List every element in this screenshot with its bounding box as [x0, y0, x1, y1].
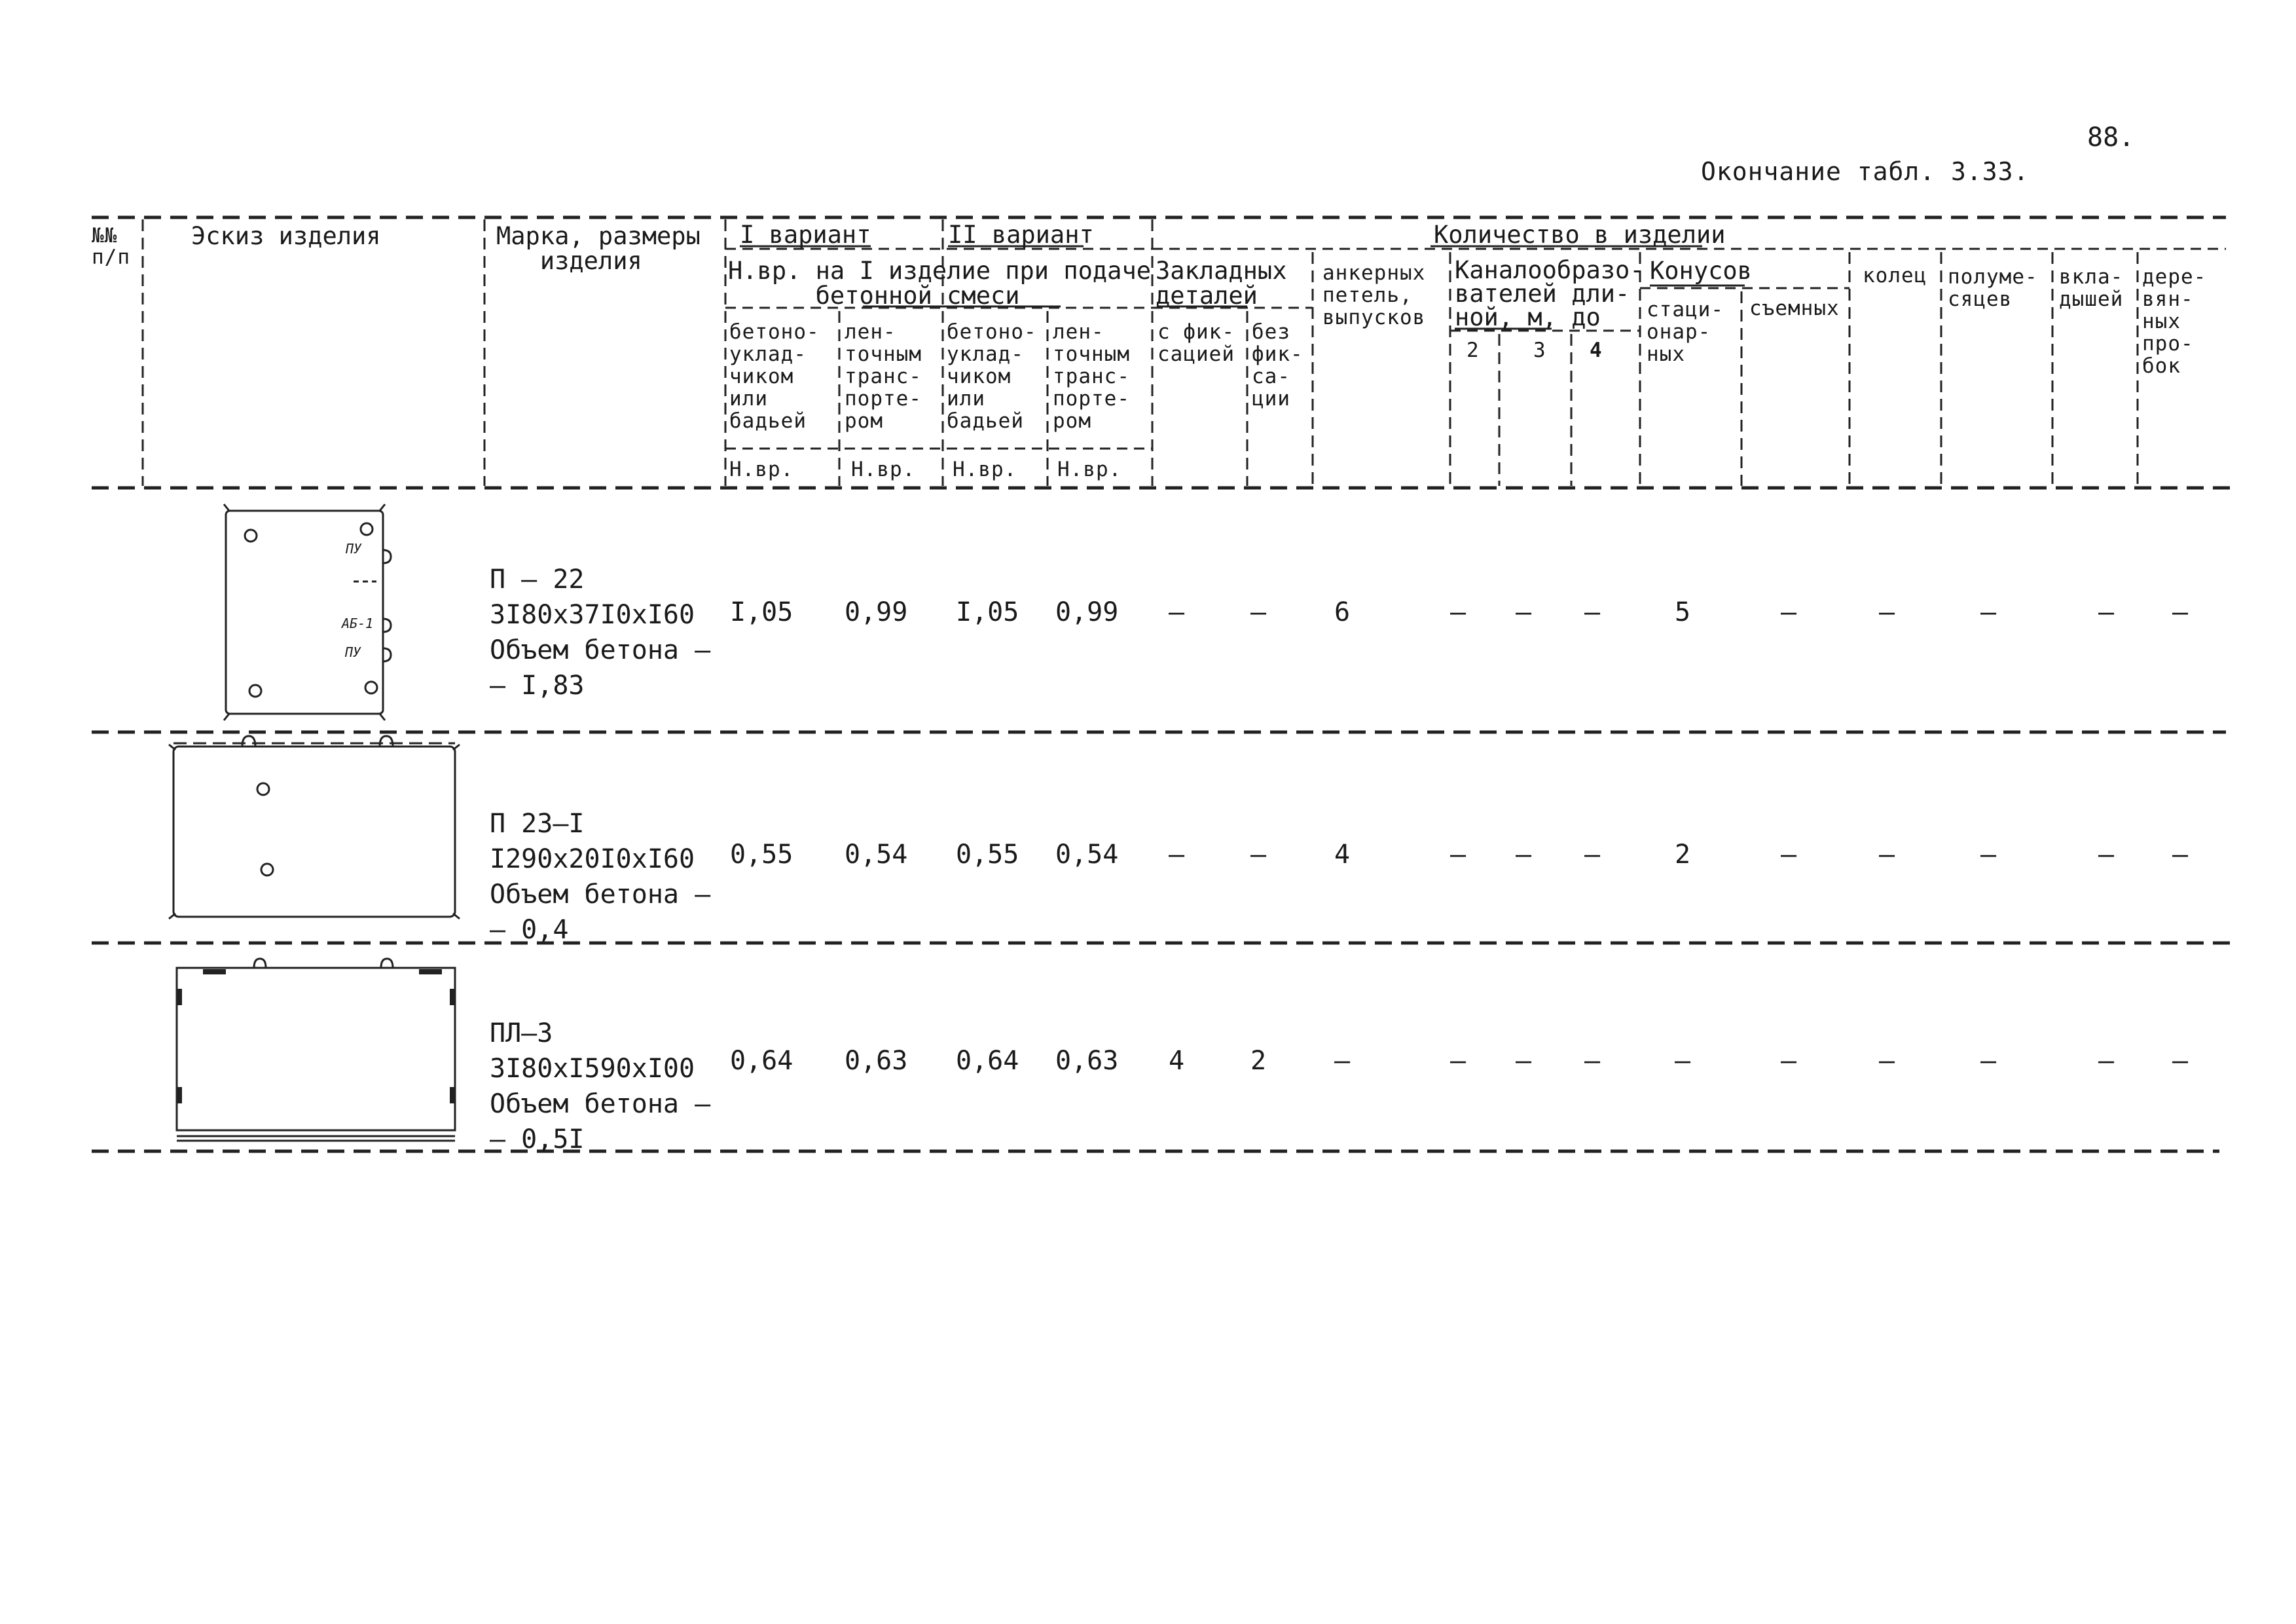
table-cell: – [1980, 597, 1997, 627]
table-cell: – [1169, 840, 1185, 870]
table-cell: – [1516, 1046, 1532, 1076]
header-variant-2: II вариант [948, 221, 1094, 249]
table-cell: – [1584, 1046, 1601, 1076]
sketch-label: ПУ [346, 541, 362, 557]
row-mark: ПЛ–3 3I80xI590xI00 Объем бетона – – 0,5I [490, 1018, 711, 1154]
table-cell: – [2098, 1046, 2115, 1076]
table-cell: 5 [1675, 597, 1691, 627]
header-cones: Конусов [1650, 257, 1752, 285]
table-cell: 0,99 [845, 597, 908, 627]
sketch-p22 [224, 504, 391, 720]
table-cell: 0,63 [1055, 1046, 1119, 1076]
sketch-label: АБ-1 [342, 616, 374, 631]
table-cell: – [1516, 597, 1532, 627]
table-cell: – [1450, 1046, 1467, 1076]
table-cell: – [1169, 597, 1185, 627]
header-variant-1: I вариант [740, 221, 871, 249]
header-emb-nofix: без фик- са- ции [1252, 320, 1303, 411]
sketch-pl3 [177, 959, 455, 1141]
header-emb-fix: с фик- сацией [1157, 320, 1235, 366]
header-rings: колец [1863, 264, 1927, 287]
sketch-p23-1 [169, 736, 460, 919]
table-cell: – [1584, 840, 1601, 870]
header-v1-col2: лен- точным транс- порте- ром [845, 320, 922, 433]
header-channel-3: 3 [1533, 339, 1546, 362]
header-embedded: Закладных деталей [1156, 257, 1287, 310]
table-cell: 0,55 [730, 840, 793, 870]
header-sketch: Эскиз изделия [191, 222, 381, 250]
table-cell: – [1781, 1046, 1797, 1076]
header-channel: Каналообразо- вателей дли- ной, м, до [1455, 256, 1645, 331]
header-num: №№ п/п [92, 224, 130, 269]
table-cell: – [1980, 840, 1997, 870]
header-v1-col1: бетоно- уклад- чиком или бадьей [729, 320, 820, 433]
page-number: 88. [2087, 122, 2135, 153]
unit-label: Н.вр. [953, 458, 1017, 481]
header-channel-2: 2 [1467, 339, 1480, 362]
row-mark: П 23–I I290x20I0xI60 Объем бетона – – 0,4 [490, 809, 711, 945]
header-anchor: анкерных петель, выпусков [1322, 261, 1426, 329]
table-cell: 0,63 [845, 1046, 908, 1076]
table-cell: 0,54 [1055, 840, 1119, 870]
table-cell: – [1980, 1046, 1997, 1076]
table-cell: – [2172, 1046, 2189, 1076]
table-cell: – [1781, 840, 1797, 870]
table-cell: 2 [1250, 1046, 1267, 1076]
table-cell: – [1516, 840, 1532, 870]
table-cell: 4 [1334, 840, 1351, 870]
table-cell: – [1879, 840, 1895, 870]
table-cell: 0,55 [956, 840, 1019, 870]
header-v2-col2: лен- точным транс- порте- ром [1053, 320, 1130, 433]
table-title: Окончание табл. 3.33. [1701, 157, 2030, 186]
header-mark: Марка, размеры изделия [496, 222, 701, 275]
header-half-rings: полуме- сяцев [1948, 265, 2038, 311]
sketch-label: ПУ [345, 644, 361, 660]
table-cell: 0,64 [730, 1046, 793, 1076]
table-cell: I,05 [730, 597, 793, 627]
table-cell: – [1781, 597, 1797, 627]
table-cell: – [2172, 597, 2189, 627]
table-cell: – [2098, 597, 2115, 627]
table-cell: – [1250, 597, 1267, 627]
header-cones-stationary: стаци- онар- ных [1647, 298, 1724, 366]
header-labor-group: Н.вр. на I изделие при подаче бетонной смеси [728, 257, 1152, 310]
header-inserts: вкла- дышей [2059, 265, 2124, 311]
header-cones-removable: съемных [1749, 297, 1840, 320]
table-cell: – [1879, 1046, 1895, 1076]
table-cell: – [1250, 840, 1267, 870]
unit-label: Н.вр. [851, 458, 916, 481]
header-v2-col1: бетоно- уклад- чиком или бадьей [947, 320, 1037, 433]
table-cell: – [1450, 597, 1467, 627]
header-channel-4: 4 [1590, 339, 1603, 362]
table-cell: – [2098, 840, 2115, 870]
table-cell: 0,99 [1055, 597, 1119, 627]
table-cell: I,05 [956, 597, 1019, 627]
unit-label: Н.вр. [729, 458, 794, 481]
table-cell: – [2172, 840, 2189, 870]
table-cell: 0,54 [845, 840, 908, 870]
row-mark: П – 22 3I80x37I0xI60 Объем бетона – – I,83 [490, 564, 711, 701]
table-cell: – [1879, 597, 1895, 627]
table-cell: 2 [1675, 840, 1691, 870]
table-cell: 4 [1169, 1046, 1185, 1076]
header-quantity: Количество в изделии [1434, 221, 1726, 249]
table-cell: 6 [1334, 597, 1351, 627]
table-cell: – [1450, 840, 1467, 870]
table-cell: – [1584, 597, 1601, 627]
header-plugs: дере- вян- ных про- бок [2142, 265, 2207, 378]
unit-label: Н.вр. [1057, 458, 1122, 481]
table-cell: – [1334, 1046, 1351, 1076]
table-cell: 0,64 [956, 1046, 1019, 1076]
table-cell: – [1675, 1046, 1691, 1076]
